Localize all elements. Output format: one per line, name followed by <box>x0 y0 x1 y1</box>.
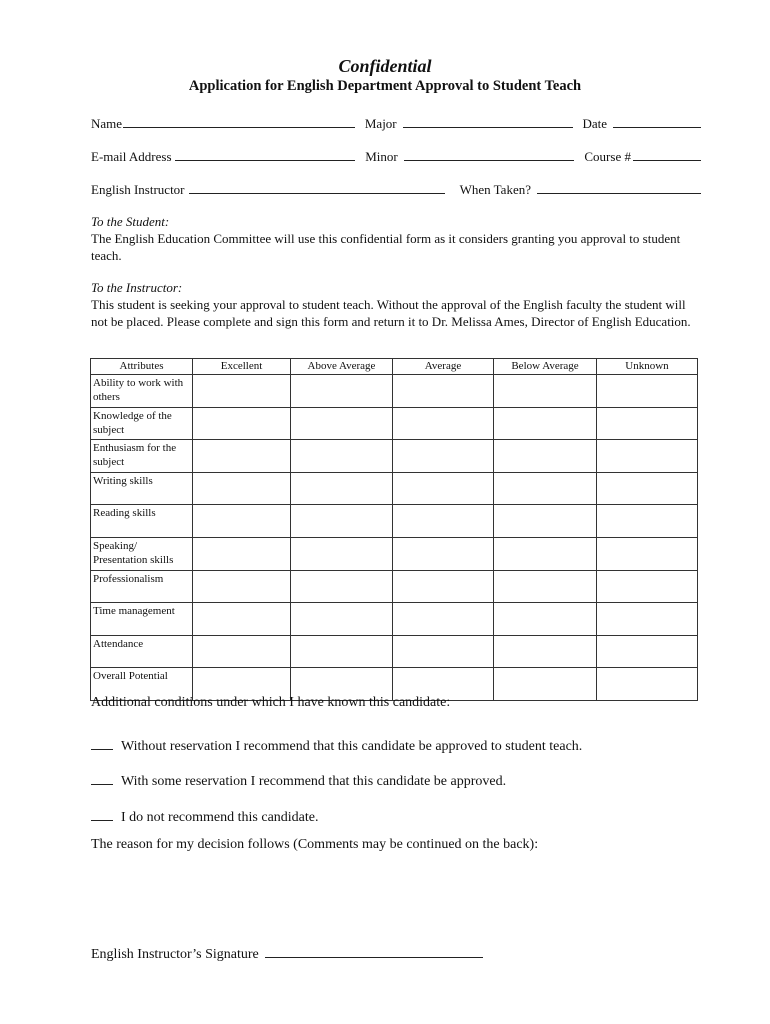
table-row <box>91 505 698 538</box>
rating-cell[interactable] <box>393 472 494 505</box>
instructor-label: English Instructor <box>91 182 185 197</box>
form-title: Confidential <box>338 56 432 76</box>
rating-table <box>90 358 698 701</box>
signature-field[interactable] <box>265 945 483 958</box>
name-field[interactable] <box>123 116 355 128</box>
instructor-field[interactable] <box>189 182 445 194</box>
header-below-average: Below Average <box>494 359 597 375</box>
attribute-label: Knowledge of the subject <box>91 407 193 440</box>
rating-cell[interactable] <box>597 635 698 668</box>
field-row-instructor <box>91 182 702 198</box>
header-unknown: Unknown <box>597 359 698 375</box>
recommendation-text: Without reservation I recommend that this candidate be approved to student teach. <box>121 739 583 754</box>
when-taken-field[interactable] <box>537 182 701 194</box>
rating-cell[interactable] <box>291 570 393 603</box>
table-row <box>91 440 698 473</box>
attribute-label: Attendance <box>91 635 193 668</box>
rating-table-header <box>91 359 698 375</box>
rating-cell[interactable] <box>597 603 698 636</box>
field-row-email <box>91 149 702 165</box>
table-row <box>91 375 698 408</box>
major-field[interactable] <box>403 116 573 128</box>
header-average: Average <box>393 359 494 375</box>
rating-cell[interactable] <box>291 537 393 570</box>
field-row-name <box>91 116 702 132</box>
recommendation-blank[interactable] <box>91 808 113 821</box>
rating-cell[interactable] <box>494 537 597 570</box>
instructor-note <box>91 279 691 330</box>
rating-cell[interactable] <box>193 635 291 668</box>
rating-cell[interactable] <box>291 407 393 440</box>
additional-conditions: Additional conditions under which I have known this candidate: <box>91 695 451 710</box>
student-note-body: The English Education Committee will use this confidential form as it considers granting you approval to student teach. <box>91 231 681 263</box>
rating-cell[interactable] <box>597 537 698 570</box>
attribute-label: Speaking/ Presentation skills <box>91 537 193 570</box>
rating-cell[interactable] <box>494 635 597 668</box>
rating-cell[interactable] <box>393 570 494 603</box>
name-label: Name <box>91 116 123 131</box>
rating-cell[interactable] <box>193 537 291 570</box>
attribute-label: Reading skills <box>91 505 193 538</box>
recommendation-text: With some reservation I recommend that this candidate be approved. <box>121 774 507 789</box>
rating-cell[interactable] <box>393 537 494 570</box>
rating-cell[interactable] <box>393 505 494 538</box>
rating-cell[interactable] <box>494 375 597 408</box>
rating-cell[interactable] <box>291 472 393 505</box>
table-row <box>91 603 698 636</box>
rating-cell[interactable] <box>193 407 291 440</box>
rating-cell[interactable] <box>494 407 597 440</box>
attribute-label: Professionalism <box>91 570 193 603</box>
attribute-label: Enthusiasm for the subject <box>91 440 193 473</box>
rating-cell[interactable] <box>193 505 291 538</box>
rating-cell[interactable] <box>291 505 393 538</box>
attribute-label: Ability to work with others <box>91 375 193 408</box>
student-note <box>91 213 691 264</box>
instructor-note-body: This student is seeking your approval to student teach. Without the approval of the English faculty the student will not be placed. Please complete and sign this form and return it to Dr. Melissa Ames, Director of English Education. <box>91 297 691 329</box>
recommendation-option <box>91 737 582 755</box>
rating-cell[interactable] <box>393 375 494 408</box>
header-attributes: Attributes <box>91 359 193 375</box>
recommendation-option <box>91 772 506 790</box>
reason-label: The reason for my decision follows (Comments may be continued on the back): <box>91 837 539 852</box>
minor-field[interactable] <box>404 149 574 161</box>
minor-label: Minor <box>365 149 398 164</box>
table-row <box>91 635 698 668</box>
rating-cell[interactable] <box>393 635 494 668</box>
rating-cell[interactable] <box>597 472 698 505</box>
email-field[interactable] <box>175 149 355 161</box>
table-row <box>91 537 698 570</box>
rating-cell[interactable] <box>597 668 698 701</box>
rating-cell[interactable] <box>393 603 494 636</box>
table-row <box>91 570 698 603</box>
course-label: Course # <box>584 149 631 164</box>
instructor-note-heading: To the Instructor: <box>91 280 183 295</box>
recommendation-option <box>91 808 319 826</box>
rating-cell[interactable] <box>597 570 698 603</box>
rating-cell[interactable] <box>291 375 393 408</box>
form-subtitle: Application for English Department Approval to Student Teach <box>188 78 582 94</box>
course-field[interactable] <box>633 149 701 161</box>
major-label: Major <box>364 116 397 131</box>
attribute-label: Overall Potential <box>91 668 193 701</box>
rating-cell[interactable] <box>393 407 494 440</box>
signature-row <box>91 945 483 963</box>
table-row <box>91 472 698 505</box>
rating-cell[interactable] <box>597 407 698 440</box>
rating-cell[interactable] <box>494 440 597 473</box>
rating-cell[interactable] <box>597 375 698 408</box>
rating-cell[interactable] <box>494 570 597 603</box>
signature-label: English Instructor’s Signature <box>91 947 259 962</box>
recommendation-text: I do not recommend this candidate. <box>121 810 319 825</box>
rating-cell[interactable] <box>291 603 393 636</box>
rating-cell[interactable] <box>393 440 494 473</box>
rating-cell[interactable] <box>291 440 393 473</box>
when-taken-label: When Taken? <box>459 182 531 197</box>
rating-cell[interactable] <box>494 472 597 505</box>
attribute-label: Time management <box>91 603 193 636</box>
rating-cell[interactable] <box>193 440 291 473</box>
rating-cell[interactable] <box>193 603 291 636</box>
date-label: Date <box>582 116 607 131</box>
header-excellent: Excellent <box>193 359 291 375</box>
rating-cell[interactable] <box>193 375 291 408</box>
recommendation-blank[interactable] <box>91 772 113 785</box>
rating-cell[interactable] <box>193 472 291 505</box>
rating-cell[interactable] <box>494 603 597 636</box>
attribute-label: Writing skills <box>91 472 193 505</box>
date-field[interactable] <box>613 116 701 128</box>
rating-cell[interactable] <box>494 505 597 538</box>
rating-cell[interactable] <box>193 570 291 603</box>
rating-cell[interactable] <box>597 440 698 473</box>
recommendation-blank[interactable] <box>91 737 113 750</box>
rating-cell[interactable] <box>597 505 698 538</box>
table-row <box>91 407 698 440</box>
email-label: E-mail Address <box>91 149 172 164</box>
header-above-average: Above Average <box>291 359 393 375</box>
rating-cell[interactable] <box>291 635 393 668</box>
rating-cell[interactable] <box>494 668 597 701</box>
student-note-heading: To the Student: <box>91 214 170 229</box>
